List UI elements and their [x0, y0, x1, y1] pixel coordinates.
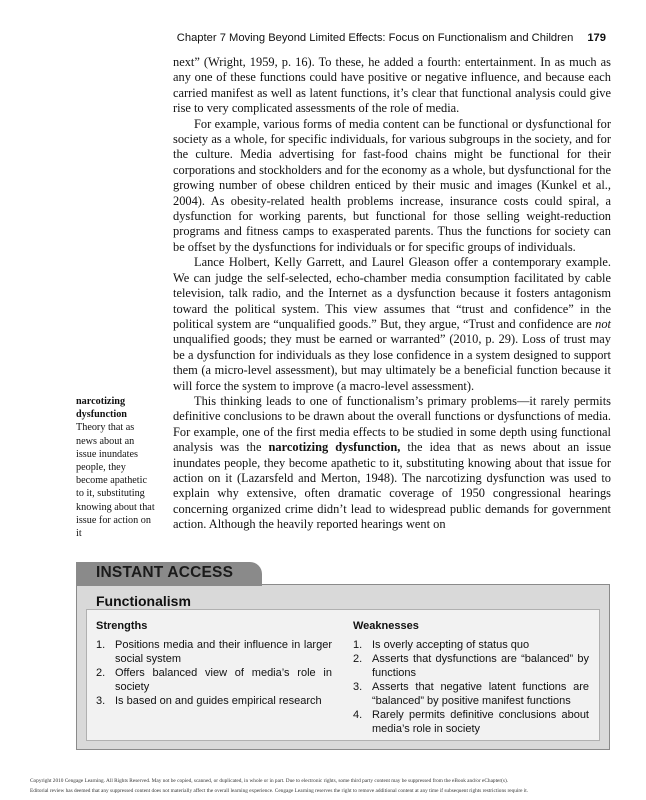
item-text: Rarely permits definitive conclusions about media’s role in society: [372, 709, 589, 735]
emphasis: not: [595, 316, 611, 331]
text-run: Lance Holbert, Kelly Garrett, and Laurel Gleason offer a contemporary example. We can judge the self-selected, echo-chamber media consumption facilitated by cable television, talk radio, and the Internet as a dysfunction because it fosters antagonism toward the political system. This view assumes that “trust and confidence” in the political system are “unqualified goods.” But, they argue, “Trust and confidence are: [173, 255, 611, 331]
item-text: Offers balanced view of media’s role in society: [115, 667, 332, 693]
list-item: [96, 666, 332, 694]
strengths-list: [96, 638, 332, 708]
item-number: 4.: [353, 709, 363, 721]
list-item: [96, 638, 332, 666]
item-number: 2.: [353, 653, 363, 665]
item-number: 1.: [96, 639, 106, 651]
key-term: narcotizing dysfunction,: [268, 440, 401, 455]
list-item: [353, 708, 589, 736]
running-title: Chapter 7 Moving Beyond Limited Effects: Focus on Functionalism and Children: [176, 32, 574, 44]
box-title: Functionalism: [96, 593, 191, 609]
page-number: 179: [587, 32, 606, 44]
item-number: 1.: [353, 639, 363, 651]
footer-line: Editorial review has deemed that any suppressed content does not materially affect the overall learning experience. Cengage Learning reserves the right to remove additional content at any time if subsequent rights restrictions require it.: [30, 787, 529, 794]
item-text: Positions media and their influence in larger social system: [115, 639, 332, 665]
text-run: unqualified goods; they must be earned or warranted” (2010, p. 29). Loss of trust may be a dysfunction for individuals as they lose confidence in a system designed to support them (a micro-level assessment), but may ultimately be a beneficial function because it will force the system to improve (a macro-level assessment).: [173, 332, 611, 393]
weaknesses-heading: Weaknesses: [353, 620, 419, 632]
item-text: Asserts that dysfunctions are “balanced” by functions: [372, 653, 589, 679]
text-run: This thinking leads to one of functionalism’s primary problems—it rarely permits definitive conclusions to be drawn about the overall functions or dysfunctions of media. For example, one of the first media effects to be studied in some depth using functional analysis was the: [173, 393, 611, 455]
paragraph: next” (Wright, 1959, p. 16). To these, he added a fourth: entertainment. In as much as any one of these functions could have positive or negative influence, and because each carried manifest as well as latent functions, it’s clear that functional analysis could give rise to very complicated assessments of the role of media.: [173, 55, 611, 116]
text-run: the idea that as news about an issue inundates people, they become apathetic to it, substituting knowing about that issue for action on it (Lazarsfeld and Merton, 1948). The narcotizing dysfunction was used to explain why extensive, often dramatic coverage of 1950 congressional hearings concerning organized crime didn’t lead to widespread public demands for government action. Although the heavily reported hearings went on: [173, 440, 611, 532]
item-number: 2.: [96, 667, 106, 679]
list-item: [353, 680, 589, 708]
glossary-term: narcotizing dysfunction: [76, 396, 127, 421]
paragraph: [173, 255, 611, 394]
weaknesses-list: [353, 638, 589, 736]
item-text: Is overly accepting of status quo: [372, 639, 530, 651]
instant-access-label: INSTANT ACCESS: [96, 564, 234, 581]
item-text: Is based on and guides empirical research: [115, 695, 322, 707]
body-text: [173, 55, 611, 533]
list-item: [353, 652, 589, 680]
glossary-definition: Theory that as news about an issue inundates people, they become apathetic to it, substituting knowing about that issue for action on it: [76, 422, 155, 540]
paragraph: [173, 394, 611, 533]
margin-glossary-note: [76, 395, 156, 540]
item-number: 3.: [353, 681, 363, 693]
paragraph: For example, various forms of media content can be functional or dysfunctional for society as a whole, for specific individuals, for various subgroups in the society, and for the culture. Media advertising for fast-food chains might be functional for their corporations and stockholders and for the economy as a whole, but dysfunctional for the growing number of obese children enticed by their music and images (Kunkel et al., 2004). As obesity-related health problems increase, insurance costs could spiral, a dysfunction for working parents, but functional for those selling weight-reduction programs and fitness camps to exasperated parents. Thus the functions for society can be offset by the dysfunctions for individuals or for specific groups of individuals.: [173, 116, 611, 254]
list-item: [96, 694, 332, 708]
footer-line: Copyright 2010 Cengage Learning. All Rights Reserved. May not be copied, scanned, or duplicated, in whole or in part. Due to electronic rights, some third party content may be suppressed from the eBook and/or eChapter(s).: [30, 778, 509, 784]
copyright-footer: [30, 777, 616, 796]
strengths-heading: Strengths: [96, 620, 148, 632]
item-number: 3.: [96, 695, 106, 707]
item-text: Asserts that negative latent functions are “balanced” by positive manifest functions: [372, 681, 589, 707]
list-item: [353, 638, 589, 652]
running-header: [150, 32, 606, 44]
